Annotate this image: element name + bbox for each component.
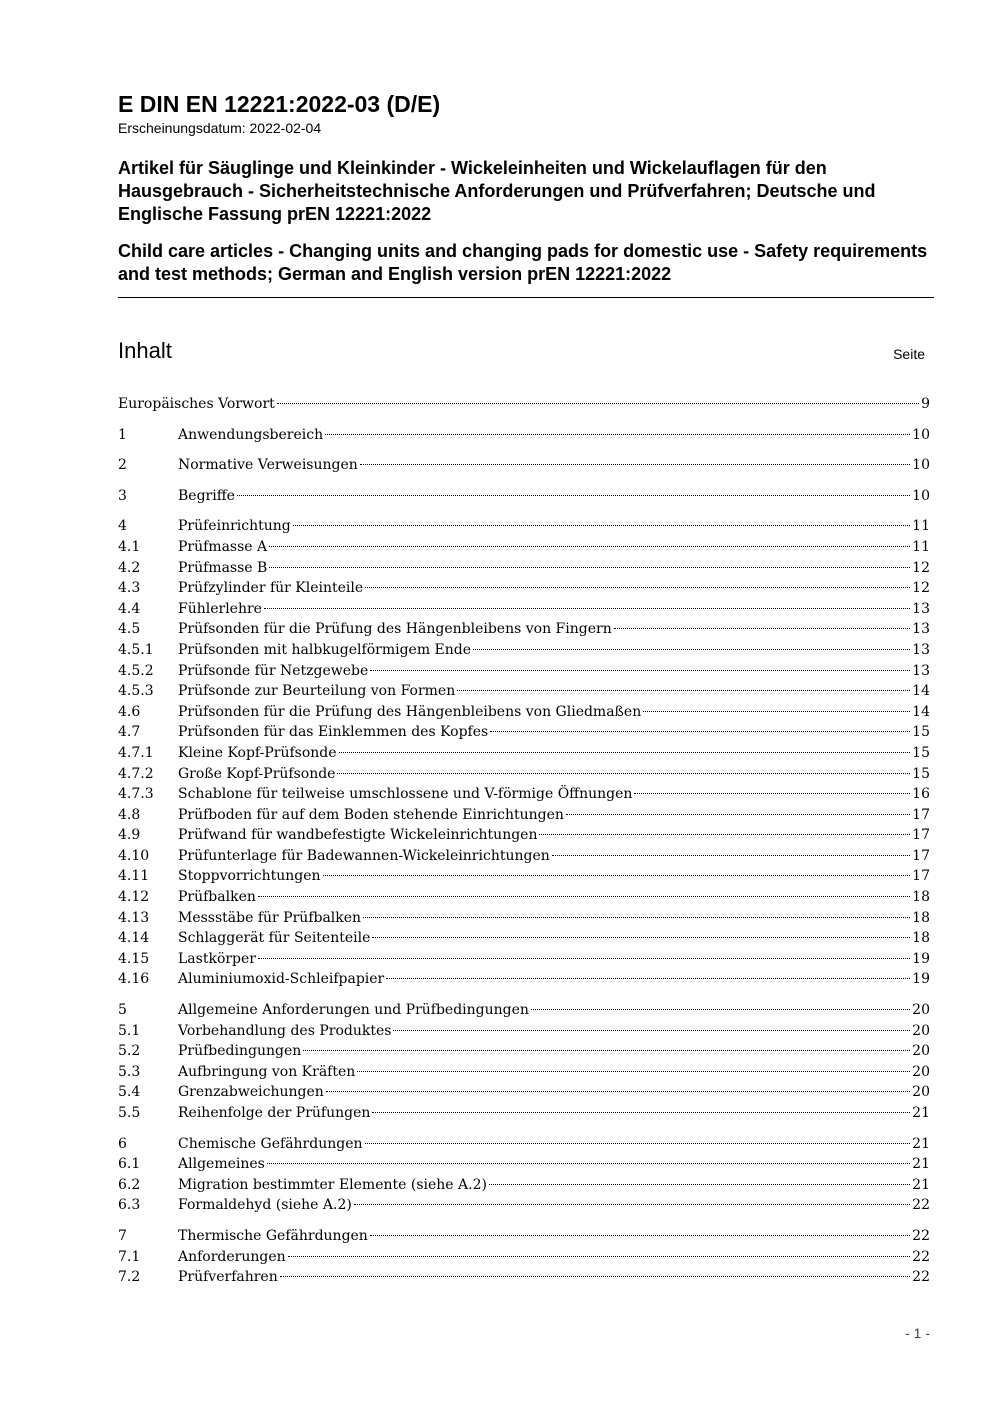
- toc-entry[interactable]: [118, 1041, 930, 1062]
- toc-entry-number: 4.12: [118, 889, 150, 906]
- toc-entry-page: 10: [912, 457, 930, 474]
- toc-dot-leader: [354, 1204, 910, 1205]
- toc-dot-leader: [326, 1091, 910, 1092]
- toc-dot-leader: [337, 773, 910, 774]
- toc-dot-leader: [489, 1184, 910, 1185]
- toc-dot-leader: [303, 1050, 910, 1051]
- toc-dot-leader: [473, 649, 910, 650]
- toc-entry-number: 5: [118, 1002, 127, 1019]
- toc-dot-leader: [614, 628, 910, 629]
- toc-dot-leader: [288, 1256, 911, 1257]
- toc-entry-title: Normative Verweisungen: [178, 457, 358, 474]
- toc-dot-leader: [365, 587, 910, 588]
- toc-entry-number: 4.13: [118, 909, 150, 926]
- toc-entry-page: 20: [912, 1063, 930, 1080]
- toc-entry[interactable]: [118, 1175, 930, 1196]
- toc-entry-title: Europäisches Vorwort: [118, 396, 275, 412]
- toc-entry-number: 4.5.3: [118, 683, 154, 700]
- toc-entry-number: 4.7.3: [118, 786, 154, 803]
- toc-entry-title: Prüfmasse A: [178, 538, 268, 555]
- toc-entry-page: 17: [912, 827, 930, 844]
- toc-entry[interactable]: [118, 516, 930, 537]
- toc-entry-title: Prüfverfahren: [178, 1269, 278, 1286]
- toc-dot-leader: [393, 1030, 910, 1031]
- toc-entry[interactable]: [118, 486, 930, 507]
- toc-entry-title: Formaldehyd (siehe A.2): [178, 1197, 352, 1214]
- toc-dot-leader: [258, 958, 910, 959]
- toc-entry[interactable]: [118, 949, 930, 970]
- toc-entry[interactable]: [118, 908, 930, 929]
- toc-entry-page: 13: [912, 621, 930, 638]
- toc-entry[interactable]: [118, 425, 930, 446]
- toc-entry-number: 4.6: [118, 703, 141, 720]
- toc-entry-number: 6: [118, 1135, 127, 1152]
- toc-entry-title: Prüfsonden für die Prüfung des Hängenbleibens von Gliedmaßen: [178, 703, 642, 720]
- toc-entry-number: 4.7.1: [118, 744, 154, 761]
- toc-entry-page: 13: [912, 600, 930, 617]
- toc-entry-title: Messstäbe für Prüfbalken: [178, 909, 362, 926]
- toc-entry[interactable]: [118, 1247, 930, 1268]
- toc-dot-leader: [293, 525, 910, 526]
- toc-entry-number: 3: [118, 487, 127, 504]
- toc-entry-number: 6.1: [118, 1156, 141, 1173]
- toc-entry-title: Fühlerlehre: [178, 600, 262, 617]
- toc-entry-title: Anwendungsbereich: [178, 426, 324, 443]
- toc-dot-leader: [539, 834, 910, 835]
- toc-entry[interactable]: [118, 1134, 930, 1155]
- toc-entry-page: 22: [912, 1227, 930, 1244]
- toc-entry-title: Anforderungen: [178, 1248, 286, 1265]
- toc-dot-leader: [566, 814, 910, 815]
- header-divider: [118, 297, 934, 298]
- toc-dot-leader: [490, 731, 910, 732]
- toc-entry-page: 20: [912, 1043, 930, 1060]
- toc-dot-leader: [634, 793, 910, 794]
- toc-entry[interactable]: [118, 558, 930, 579]
- toc-entry-page: 18: [912, 909, 930, 926]
- toc-dot-leader: [267, 1163, 910, 1164]
- toc-entry-number: 5.4: [118, 1084, 141, 1101]
- toc-entry-title: Prüfeinrichtung: [178, 518, 291, 535]
- toc-entry-page: 9: [921, 396, 930, 412]
- toc-entry-title: Prüfwand für wandbefestigte Wickeleinrichtungen: [178, 827, 538, 844]
- toc-entry-number: 4: [118, 518, 127, 535]
- toc-entry[interactable]: [118, 1195, 930, 1216]
- toc-entry[interactable]: [118, 764, 930, 785]
- toc-entry[interactable]: [118, 537, 930, 558]
- toc-entry[interactable]: [118, 805, 930, 826]
- toc-dot-leader: [372, 937, 910, 938]
- toc-entry[interactable]: [118, 722, 930, 743]
- title-english: Child care articles - Changing units and changing pads for domestic use - Safety requirements and test methods; German and English version prEN 12221:2022: [118, 241, 928, 284]
- toc-entry-page: 11: [912, 518, 930, 535]
- toc-entry-page: 22: [912, 1248, 930, 1265]
- toc-entry-number: 5.1: [118, 1022, 141, 1039]
- toc-entry[interactable]: [118, 825, 930, 846]
- toc-entry[interactable]: [118, 599, 930, 620]
- toc-entry-number: 5.2: [118, 1043, 141, 1060]
- toc-entry-page: 12: [912, 559, 930, 576]
- toc-dot-leader: [365, 1143, 911, 1144]
- toc-entry-page: 15: [912, 724, 930, 741]
- toc-entry[interactable]: [118, 661, 930, 682]
- toc-entry-title: Prüfsonden für das Einklemmen des Kopfes: [178, 724, 489, 741]
- toc-entry-number: 4.9: [118, 827, 141, 844]
- toc-entry-number: 4.2: [118, 559, 141, 576]
- toc-entry-title: Allgemeines: [178, 1156, 265, 1173]
- toc-dot-leader: [370, 670, 910, 671]
- toc-entry-page: 16: [912, 786, 930, 803]
- toc-entry-title: Kleine Kopf-Prüfsonde: [178, 744, 337, 761]
- toc-entry-page: 21: [912, 1135, 930, 1152]
- toc-entry[interactable]: [118, 1021, 930, 1042]
- toc-entry[interactable]: [118, 1103, 930, 1124]
- toc-entry-number: 6.2: [118, 1176, 141, 1193]
- toc-entry-number: 4.4: [118, 600, 141, 617]
- toc-entry-page: 17: [912, 806, 930, 823]
- toc-dot-leader: [269, 546, 910, 547]
- toc-entry-title: Allgemeine Anforderungen und Prüfbedingungen: [178, 1002, 529, 1019]
- toc-dot-leader: [372, 1112, 910, 1113]
- toc-entry-title: Prüfsonden für die Prüfung des Hängenbleibens von Fingern: [178, 621, 612, 638]
- toc-entry[interactable]: [118, 1082, 930, 1103]
- toc-dot-leader: [323, 875, 911, 876]
- toc-entry-number: 1: [118, 426, 127, 443]
- toc-entry-title: Schlaggerät für Seitenteile: [178, 930, 371, 947]
- toc-entry[interactable]: [118, 640, 930, 661]
- toc-entry-page: 19: [912, 971, 930, 988]
- toc-entry-title: Lastkörper: [178, 950, 256, 967]
- toc-entry-title: Prüfmasse B: [178, 559, 268, 576]
- toc-entry-number: 5.3: [118, 1063, 141, 1080]
- toc-entry-page: 22: [912, 1269, 930, 1286]
- toc-entry[interactable]: [118, 702, 930, 723]
- title-german: Artikel für Säuglinge und Kleinkinder - Wickeleinheiten und Wickelauflagen für den Hausgebrauch - Sicherheitstechnische Anforderungen und Prüfverfahren; Deutsche und Englische Fassung prEN 12221:2022: [118, 158, 876, 224]
- toc-dot-leader: [363, 917, 910, 918]
- toc-entry-title: Prüfsonde zur Beurteilung von Formen: [178, 683, 456, 700]
- toc-entry-number: 4.5.2: [118, 662, 154, 679]
- toc-entry[interactable]: [118, 1062, 930, 1083]
- page-number: - 1 -: [905, 1325, 930, 1341]
- toc-entry[interactable]: [118, 887, 930, 908]
- toc-entry-page: 12: [912, 580, 930, 597]
- toc-entry-page: 20: [912, 1084, 930, 1101]
- toc-entry-number: 4.15: [118, 950, 150, 967]
- toc-dot-leader: [339, 752, 911, 753]
- toc-entry-page: 17: [912, 868, 930, 885]
- toc-page-column-heading: Seite: [893, 346, 925, 362]
- toc-entry-title: Stoppvorrichtungen: [178, 868, 321, 885]
- toc-dot-leader: [552, 855, 910, 856]
- toc-entry-number: 4.11: [118, 868, 150, 885]
- toc-entry-page: 11: [912, 538, 930, 555]
- toc-entry[interactable]: [118, 1267, 930, 1288]
- toc-entry-title: Prüfzylinder für Kleinteile: [178, 580, 364, 597]
- toc-entry-page: 19: [912, 950, 930, 967]
- toc-entry[interactable]: [118, 578, 930, 599]
- toc-entry-page: 14: [912, 683, 930, 700]
- toc-dot-leader: [531, 1009, 910, 1010]
- toc-entry-title: Prüfunterlage für Badewannen-Wickeleinrichtungen: [178, 847, 550, 864]
- toc-entry-number: 4.7: [118, 724, 141, 741]
- toc-entry-page: 20: [912, 1022, 930, 1039]
- toc-entry-number: 4.1: [118, 538, 141, 555]
- toc-entry-title: Reihenfolge der Prüfungen: [178, 1105, 371, 1121]
- toc-dot-leader: [277, 403, 919, 404]
- toc-entry-title: Große Kopf-Prüfsonde: [178, 765, 336, 782]
- toc-dot-leader: [643, 711, 910, 712]
- toc-entry-page: 17: [912, 847, 930, 864]
- toc-entry-number: 7.1: [118, 1248, 141, 1265]
- toc-entry-page: 15: [912, 744, 930, 761]
- toc-entry-title: Thermische Gefährdungen: [178, 1227, 368, 1244]
- toc-entry[interactable]: [118, 743, 930, 764]
- toc-entry-number: 4.10: [118, 847, 150, 864]
- toc-dot-leader: [269, 567, 910, 568]
- toc-entry-title: Prüfbedingungen: [178, 1043, 302, 1060]
- toc-entry-page: 22: [912, 1197, 930, 1214]
- toc-entry[interactable]: [118, 1000, 930, 1021]
- toc-entry-page: 13: [912, 662, 930, 679]
- toc-entry-number: 7.2: [118, 1269, 141, 1286]
- publication-date: Erscheinungsdatum: 2022-02-04: [118, 120, 322, 136]
- toc-entry[interactable]: [118, 784, 930, 805]
- toc-dot-leader: [325, 434, 910, 435]
- toc-entry-number: 4.5: [118, 621, 141, 638]
- toc-entry-number: 6.3: [118, 1197, 141, 1214]
- toc-dot-leader: [357, 1071, 910, 1072]
- toc-entry-page: 21: [912, 1156, 930, 1173]
- toc-entry[interactable]: [118, 866, 930, 887]
- toc-entry[interactable]: [118, 455, 930, 476]
- toc-entry-page: 20: [912, 1002, 930, 1019]
- toc-entry-number: 4.3: [118, 580, 141, 597]
- toc-entry-page: 10: [912, 426, 930, 443]
- document-id: E DIN EN 12221:2022-03 (D/E): [118, 91, 441, 117]
- toc-entry-title: Prüfsonden mit halbkugelförmigem Ende: [178, 641, 472, 658]
- toc-entry-page: 14: [912, 703, 930, 720]
- toc-entry-number: 4.5.1: [118, 641, 154, 658]
- toc-entry[interactable]: [118, 681, 930, 702]
- toc-entry-title: Schablone für teilweise umschlossene und V-förmige Öffnungen: [178, 786, 633, 803]
- toc-dot-leader: [258, 896, 910, 897]
- toc-entry-page: 21: [912, 1105, 930, 1121]
- toc-entry-title: Begriffe: [178, 487, 235, 504]
- toc-entry-title: Chemische Gefährdungen: [178, 1135, 363, 1152]
- table-of-contents: [118, 394, 930, 1288]
- toc-entry[interactable]: [118, 394, 930, 415]
- toc-entry-number: 5.5: [118, 1105, 141, 1121]
- toc-entry-page: 21: [912, 1176, 930, 1193]
- toc-entry-page: 10: [912, 487, 930, 504]
- toc-entry-number: 4.14: [118, 930, 150, 947]
- toc-entry[interactable]: [118, 619, 930, 640]
- toc-entry-title: Prüfbalken: [178, 889, 256, 906]
- toc-entry-page: 18: [912, 889, 930, 906]
- toc-entry-number: 7: [118, 1227, 127, 1244]
- toc-entry[interactable]: [118, 1154, 930, 1175]
- document-header: [118, 90, 934, 288]
- toc-dot-leader: [280, 1276, 910, 1277]
- toc-dot-leader: [457, 690, 910, 691]
- toc-dot-leader: [360, 464, 910, 465]
- toc-entry-number: 4.7.2: [118, 765, 154, 782]
- toc-entry-title: Vorbehandlung des Produktes: [178, 1022, 392, 1039]
- toc-heading: Inhalt: [118, 338, 172, 363]
- toc-entry[interactable]: [118, 1226, 930, 1247]
- toc-dot-leader: [386, 978, 910, 979]
- toc-entry-page: 15: [912, 765, 930, 782]
- toc-entry[interactable]: [118, 846, 930, 867]
- toc-dot-leader: [237, 495, 910, 496]
- toc-entry-title: Aufbringung von Kräften: [178, 1063, 356, 1080]
- toc-entry-number: 4.16: [118, 971, 150, 988]
- toc-entry[interactable]: [118, 969, 930, 990]
- toc-entry-title: Prüfsonde für Netzgewebe: [178, 662, 369, 679]
- toc-entry[interactable]: [118, 928, 930, 949]
- toc-entry-page: 18: [912, 930, 930, 947]
- toc-entry-number: 4.8: [118, 806, 141, 823]
- toc-entry-title: Grenzabweichungen: [178, 1084, 324, 1101]
- toc-entry-number: 2: [118, 457, 127, 474]
- toc-dot-leader: [370, 1235, 910, 1236]
- toc-entry-title: Prüfboden für auf dem Boden stehende Einrichtungen: [178, 806, 564, 823]
- toc-entry-page: 13: [912, 641, 930, 658]
- toc-dot-leader: [264, 608, 910, 609]
- toc-entry-title: Migration bestimmter Elemente (siehe A.2): [178, 1176, 487, 1193]
- toc-entry-title: Aluminiumoxid-Schleifpapier: [178, 971, 385, 988]
